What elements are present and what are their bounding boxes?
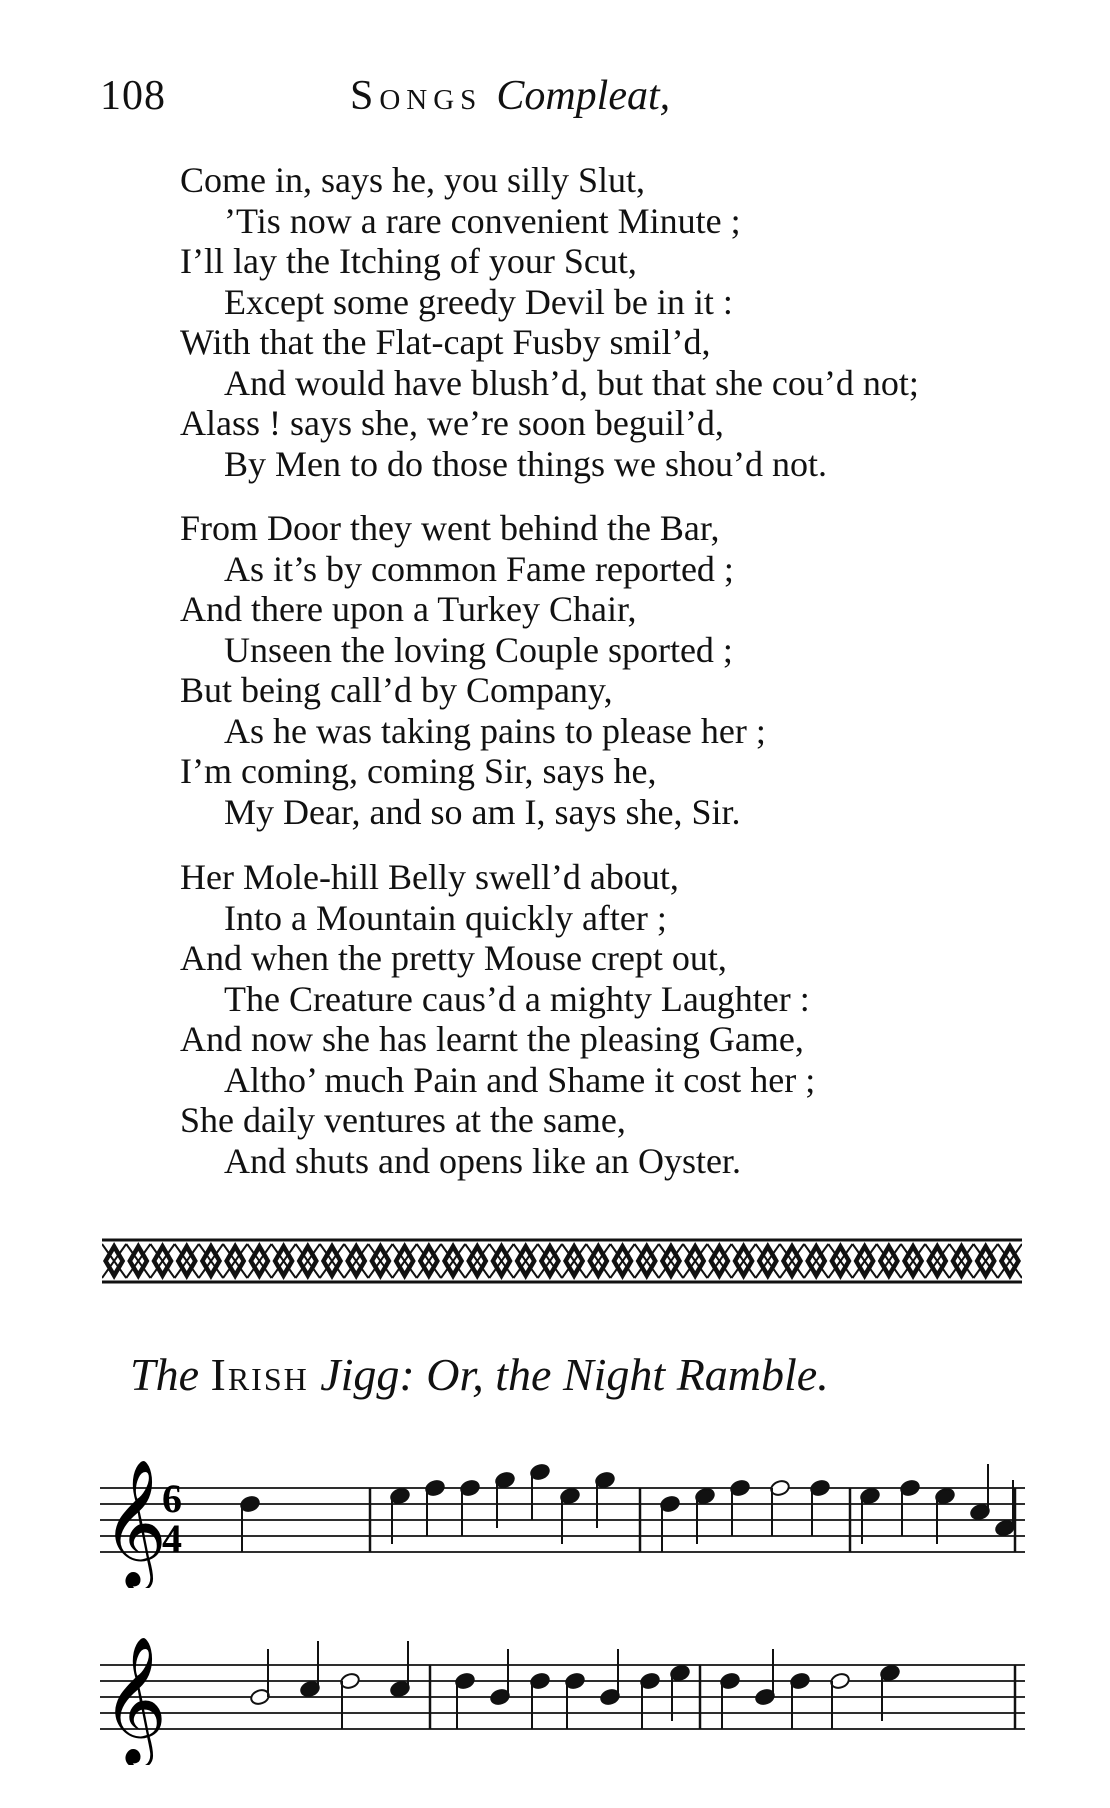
verse-line: Except some greedy Devil be in it :: [224, 281, 733, 322]
quarter-note-icon: [659, 1495, 680, 1552]
ornament-diamond-icon: [223, 1242, 247, 1280]
time-signature-top: 6: [162, 1476, 182, 1521]
verse-line: As it’s by common Fame reported ;: [224, 548, 734, 589]
quarter-note-icon: [564, 1672, 585, 1729]
ornament-diamond-icon: [707, 1242, 731, 1280]
stanza-2: [180, 508, 1060, 832]
verse-line: Altho’ much Pain and Shame it cost her ;: [224, 1059, 816, 1100]
music-staff-2: [100, 1625, 1030, 1765]
quarter-note-icon: [239, 1495, 260, 1552]
verse-line: And there upon a Turkey Chair,: [180, 589, 637, 629]
quarter-note-icon: [599, 1649, 620, 1706]
half-note-icon: [769, 1479, 790, 1536]
ornament-diamond-icon: [659, 1242, 683, 1280]
quarter-note-icon: [809, 1479, 830, 1536]
quarter-note-icon: [529, 1672, 550, 1729]
page-number: 108: [100, 73, 166, 119]
quarter-note-icon: [639, 1672, 660, 1729]
quarter-note-icon: [489, 1649, 510, 1706]
music-staff-1: [100, 1448, 1030, 1588]
ornament-diamond-icon: [102, 1242, 126, 1280]
verse-line: The Creature caus’d a mighty Laughter :: [224, 978, 810, 1019]
quarter-note-icon: [969, 1464, 990, 1521]
ornament-diamond-icon: [974, 1242, 998, 1280]
quarter-note-icon: [899, 1479, 920, 1536]
treble-clef-icon: 𝄞: [102, 1458, 168, 1586]
half-note-icon: [339, 1672, 360, 1729]
quarter-note-icon: [529, 1463, 550, 1520]
time-signature-bottom: 4: [162, 1516, 182, 1561]
song-title-jigg: Jigg:: [320, 1349, 415, 1400]
quarter-note-icon: [424, 1479, 445, 1536]
ornament-diamond-icon: [393, 1242, 417, 1280]
quarter-note-icon: [719, 1672, 740, 1729]
quarter-note-icon: [729, 1479, 750, 1536]
ornament-diamond-icon: [756, 1242, 780, 1280]
verse-line: Unseen the loving Couple sported ;: [224, 629, 733, 670]
ornament-diamond-icon: [175, 1242, 199, 1280]
ornament-diamond-icon: [901, 1242, 925, 1280]
treble-clef-icon: 𝄞: [102, 1635, 168, 1763]
quarter-note-icon: [754, 1649, 775, 1706]
verse-line: By Men to do those things we shou’d not.: [224, 443, 827, 484]
ornament-diamond-icon: [949, 1242, 973, 1280]
ornament-diamond-icon: [877, 1242, 901, 1280]
ornament-diamond-icon: [804, 1242, 828, 1280]
verse-line: My Dear, and so am I, says she, Sir.: [224, 791, 741, 832]
ornament-diamond-icon: [296, 1242, 320, 1280]
quarter-note-icon: [789, 1672, 810, 1729]
running-title-italic: Compleat,: [496, 73, 671, 119]
verse-line: As he was taking pains to please her ;: [224, 710, 766, 751]
ornament-diamond-icon: [199, 1242, 223, 1280]
quarter-note-icon: [299, 1641, 320, 1698]
song-title-the: The: [130, 1349, 199, 1400]
quarter-note-icon: [389, 1641, 410, 1698]
verse-line: With that the Flat-capt Fusby smil’d,: [180, 322, 711, 362]
verse-line: From Door they went behind the Bar,: [180, 508, 720, 548]
ornament-diamond-icon: [828, 1242, 852, 1280]
verse-line: And now she has learnt the pleasing Game,: [180, 1019, 804, 1059]
verse-line: Come in, says he, you silly Slut,: [180, 160, 646, 200]
ornament-diamond-icon: [514, 1242, 538, 1280]
half-note-icon: [829, 1672, 850, 1729]
song-title-irish: Irish: [210, 1349, 309, 1400]
verse-line: Her Mole-hill Belly swell’d about,: [180, 857, 679, 897]
verse-line: And would have blush’d, but that she cou’d not;: [224, 362, 919, 403]
ornament-diamond-icon: [126, 1242, 150, 1280]
ornament-diamond-icon: [562, 1242, 586, 1280]
stanza-1: [180, 160, 1060, 484]
verse-line: And when the pretty Mouse crept out,: [180, 938, 727, 978]
ornament-diamond-icon: [610, 1242, 634, 1280]
stanza-3: [180, 857, 1060, 1181]
ornament-diamond-icon: [683, 1242, 707, 1280]
ornament-diamond-icon: [271, 1242, 295, 1280]
verse-line: ’Tis now a rare convenient Minute ;: [224, 200, 741, 241]
ornament-diamond-icon: [731, 1242, 755, 1280]
running-title-caps: Songs: [350, 73, 483, 119]
verse-line: And shuts and opens like an Oyster.: [224, 1140, 741, 1181]
verse-line: Alass ! says she, we’re soon beguil’d,: [180, 403, 724, 443]
ornament-diamond-icon: [780, 1242, 804, 1280]
ornament-diamond-icon: [368, 1242, 392, 1280]
ornament-diamond-icon: [538, 1242, 562, 1280]
verse-line: But being call’d by Company,: [180, 670, 613, 710]
ornament-diamond-icon: [344, 1242, 368, 1280]
quarter-note-icon: [459, 1479, 480, 1536]
ornament-diamond-icon: [417, 1242, 441, 1280]
verse-line: Into a Mountain quickly after ;: [224, 897, 667, 938]
verse-line: She daily ventures at the same,: [180, 1100, 626, 1140]
ornament-diamond-icon: [635, 1242, 659, 1280]
running-title: [350, 72, 670, 120]
ornament-diamond-icon: [150, 1242, 174, 1280]
song-title-subtitle: Or, the Night Ramble.: [426, 1349, 829, 1400]
quarter-note-icon: [454, 1672, 475, 1729]
ornament-diamond-icon: [998, 1242, 1022, 1280]
ornament-diamond-icon: [320, 1242, 344, 1280]
verse-line: I’ll lay the Itching of your Scut,: [180, 241, 637, 281]
ornament-diamond-icon: [489, 1242, 513, 1280]
verse-line: I’m coming, coming Sir, says he,: [180, 751, 657, 791]
ornament-border: [102, 1236, 1022, 1286]
half-note-icon: [249, 1649, 270, 1706]
ornament-diamond-icon: [465, 1242, 489, 1280]
ornament-diamond-icon: [925, 1242, 949, 1280]
ornament-diamond-icon: [853, 1242, 877, 1280]
ornament-diamond-icon: [247, 1242, 271, 1280]
song-title: [130, 1348, 829, 1401]
ornament-diamond-icon: [441, 1242, 465, 1280]
ornament-diamond-icon: [586, 1242, 610, 1280]
running-header: [100, 72, 1020, 132]
